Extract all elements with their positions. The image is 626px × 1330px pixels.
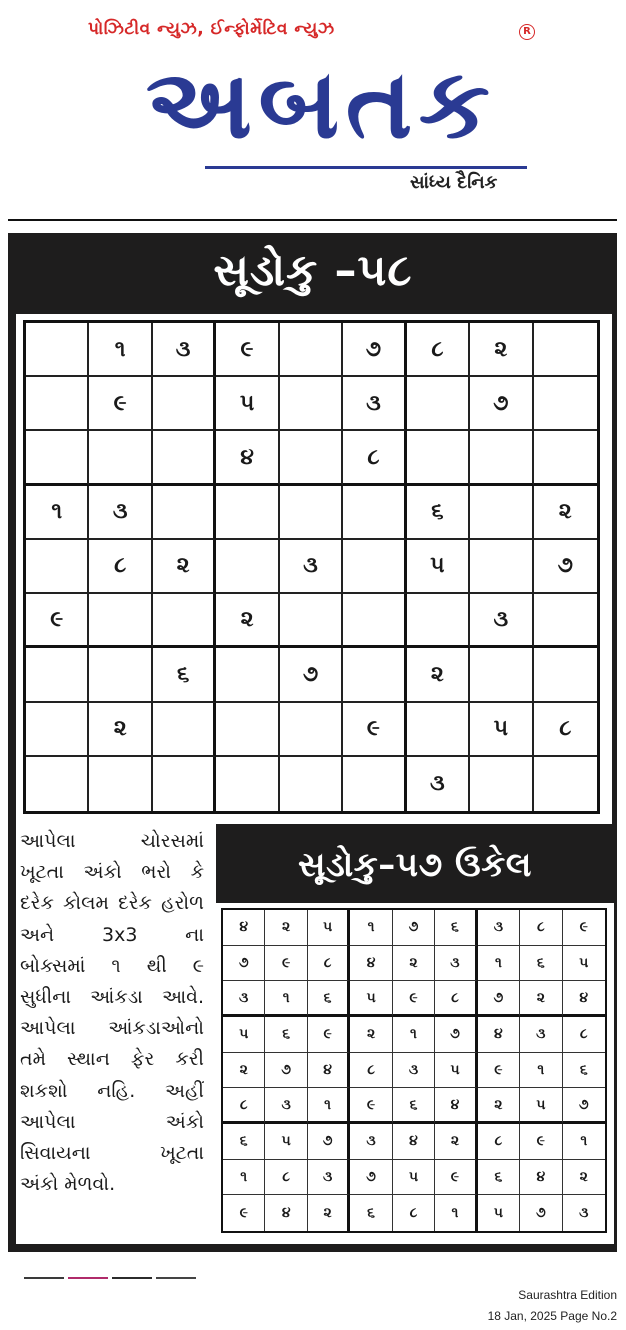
- puzzle-cell: ૫: [216, 377, 279, 431]
- solution-cell: ૯: [435, 1160, 477, 1196]
- solution-cell: ૬: [520, 946, 562, 982]
- registration-swatch: [24, 1277, 64, 1279]
- logo-underline: [205, 166, 527, 169]
- solution-cell: ૩: [478, 910, 520, 946]
- solution-cell: ૫: [350, 981, 392, 1017]
- solution-cell: ૨: [265, 910, 307, 946]
- puzzle-cell: [470, 540, 533, 594]
- solution-cell: ૫: [478, 1195, 520, 1231]
- puzzle-cell: [343, 594, 406, 648]
- puzzle-cell: ૩: [280, 540, 343, 594]
- puzzle-cell: [216, 486, 279, 540]
- puzzle-cell: ૩: [343, 377, 406, 431]
- puzzle-cell: ૩: [89, 486, 152, 540]
- puzzle-cell: [216, 648, 279, 702]
- solution-cell: ૩: [265, 1088, 307, 1124]
- puzzle-cell: [280, 377, 343, 431]
- solution-cell: ૭: [563, 1088, 605, 1124]
- solution-cell: ૩: [350, 1124, 392, 1160]
- puzzle-cell: [534, 431, 597, 485]
- puzzle-cell: [534, 377, 597, 431]
- solution-cell: ૯: [265, 946, 307, 982]
- puzzle-cell: ૬: [153, 648, 216, 702]
- solution-cell: ૬: [350, 1195, 392, 1231]
- solution-cell: ૩: [393, 1053, 435, 1089]
- puzzle-cell: ૪: [216, 431, 279, 485]
- puzzle-cell: ૯: [26, 594, 89, 648]
- solution-cell: ૫: [520, 1088, 562, 1124]
- puzzle-cell: [343, 486, 406, 540]
- solution-cell: ૭: [265, 1053, 307, 1089]
- solution-title: સૂડોકુ–૫૭ ઉકેલ: [298, 845, 532, 885]
- puzzle-cell: ૩: [470, 594, 533, 648]
- puzzle-cell: ૬: [407, 486, 470, 540]
- puzzle-title: સૂડોકુ –૫૮: [213, 245, 413, 296]
- puzzle-cell: ૭: [280, 648, 343, 702]
- puzzle-cell: [153, 757, 216, 811]
- puzzle-cell: ૮: [89, 540, 152, 594]
- solution-cell: ૯: [393, 981, 435, 1017]
- solution-cell: ૧: [350, 910, 392, 946]
- solution-cell: ૨: [520, 981, 562, 1017]
- puzzle-cell: [407, 703, 470, 757]
- puzzle-cell: [534, 323, 597, 377]
- puzzle-cell: [216, 757, 279, 811]
- instruction-line: અંકો મેળવો.: [20, 1173, 116, 1196]
- puzzle-cell: [343, 540, 406, 594]
- puzzle-cell: [280, 486, 343, 540]
- edition-date-page: 18 Jan, 2025 Page No.2: [487, 1309, 617, 1323]
- solution-cell: ૯: [350, 1088, 392, 1124]
- solution-cell: ૭: [435, 1017, 477, 1053]
- puzzle-cell: ૨: [216, 594, 279, 648]
- puzzle-cell: [26, 323, 89, 377]
- puzzle-cell: ૩: [407, 757, 470, 811]
- puzzle-cell: ૨: [89, 703, 152, 757]
- solution-cell: ૯: [308, 1017, 350, 1053]
- solution-cell: ૭: [308, 1124, 350, 1160]
- solution-cell: ૪: [435, 1088, 477, 1124]
- instruction-line: બોક્સમાં ૧ થી ૯: [20, 954, 204, 977]
- puzzle-grid: [23, 320, 600, 814]
- puzzle-cell: ૯: [343, 703, 406, 757]
- puzzle-cell: ૨: [407, 648, 470, 702]
- puzzle-cell: [153, 594, 216, 648]
- instruction-line: આપેલા ચોરસમાં: [20, 830, 204, 852]
- solution-cell: ૪: [478, 1017, 520, 1053]
- puzzle-cell: ૯: [89, 377, 152, 431]
- puzzle-cell: [89, 431, 152, 485]
- puzzle-cell: [89, 648, 152, 702]
- solution-cell: ૪: [308, 1053, 350, 1089]
- solution-cell: ૯: [520, 1124, 562, 1160]
- solution-cell: ૫: [563, 946, 605, 982]
- solution-cell: ૬: [563, 1053, 605, 1089]
- instruction-line: આપેલા અંકો: [20, 1110, 204, 1133]
- solution-cell: ૮: [520, 910, 562, 946]
- solution-cell: ૪: [393, 1124, 435, 1160]
- puzzle-cell: [26, 648, 89, 702]
- puzzle-cell: ૩: [153, 323, 216, 377]
- solution-cell: ૯: [563, 910, 605, 946]
- solution-cell: ૬: [308, 981, 350, 1017]
- solution-cell: ૧: [478, 946, 520, 982]
- puzzle-cell: [534, 648, 597, 702]
- instruction-line: દરેક કોલમ દરેક હરોળ: [20, 892, 204, 915]
- solution-cell: ૮: [435, 981, 477, 1017]
- registration-swatch: [68, 1277, 108, 1279]
- puzzle-cell: ૧: [26, 486, 89, 540]
- puzzle-cell: [153, 703, 216, 757]
- puzzle-cell: [280, 323, 343, 377]
- solution-cell: ૪: [223, 910, 265, 946]
- solution-cell: ૮: [478, 1124, 520, 1160]
- solution-cell: ૩: [520, 1017, 562, 1053]
- solution-cell: ૫: [308, 910, 350, 946]
- instruction-line: આપેલા આંકડાઓનો: [20, 1017, 204, 1040]
- edition-info: [488, 1285, 617, 1327]
- puzzle-cell: ૭: [343, 323, 406, 377]
- puzzle-cell: [153, 486, 216, 540]
- puzzle-cell: ૮: [343, 431, 406, 485]
- solution-cell: ૯: [478, 1053, 520, 1089]
- solution-cell: ૬: [435, 910, 477, 946]
- puzzle-cell: [26, 540, 89, 594]
- solution-cell: ૮: [308, 946, 350, 982]
- puzzle-cell: [26, 757, 89, 811]
- instruction-line: સિવાયના ખૂટતા: [20, 1142, 204, 1165]
- solution-cell: ૩: [579, 1205, 589, 1222]
- puzzle-cell: [407, 431, 470, 485]
- solution-cell: ૧: [223, 1160, 265, 1196]
- solution-cell: ૪: [265, 1195, 307, 1231]
- solution-cell: ૪: [520, 1160, 562, 1196]
- puzzle-cell: [280, 703, 343, 757]
- puzzle-cell: [470, 757, 533, 811]
- solution-cell: ૪: [350, 946, 392, 982]
- puzzle-cell: ૨: [534, 486, 597, 540]
- solution-cell: ૭: [520, 1195, 562, 1231]
- solution-cell: ૭: [393, 910, 435, 946]
- instruction-line: અને 3x3 ના: [20, 923, 204, 946]
- puzzle-cell: [280, 431, 343, 485]
- solution-cell: ૨: [223, 1053, 265, 1089]
- puzzle-cell: ૮: [407, 323, 470, 377]
- instruction-line: સુધીના આંકડા આવે.: [20, 986, 204, 1009]
- newspaper-subtitle: સાંધ્ય દૈનિક: [410, 172, 498, 193]
- solution-cell: ૯: [223, 1195, 265, 1231]
- solution-cell: ૧: [265, 981, 307, 1017]
- solution-cell: ૩: [435, 946, 477, 982]
- solution-cell: ૫: [223, 1017, 265, 1053]
- puzzle-cell: [216, 703, 279, 757]
- registration-swatch: [112, 1277, 152, 1279]
- puzzle-cell: ૭: [534, 540, 597, 594]
- puzzle-cell: ૨: [470, 323, 533, 377]
- edition-name: Saurashtra Edition: [518, 1288, 617, 1302]
- solution-cell: ૫: [265, 1124, 307, 1160]
- solution-cell: ૧: [308, 1088, 350, 1124]
- puzzle-cell: [89, 757, 152, 811]
- solution-cell: ૬: [265, 1017, 307, 1053]
- solution-cell: ૧: [563, 1124, 605, 1160]
- solution-cell: ૩: [223, 981, 265, 1017]
- registered-mark: R: [519, 24, 535, 40]
- puzzle-cell: [407, 594, 470, 648]
- puzzle-cell: [470, 486, 533, 540]
- puzzle-cell: [470, 648, 533, 702]
- puzzle-cell: [407, 377, 470, 431]
- puzzle-cell: [280, 757, 343, 811]
- solution-grid: [221, 908, 607, 1233]
- puzzle-cell: ૨: [153, 540, 216, 594]
- solution-cell: ૫: [435, 1053, 477, 1089]
- instruction-line: શકશો નહિ. અહીં: [20, 1079, 204, 1102]
- puzzle-cell: [153, 431, 216, 485]
- puzzle-cell: [89, 594, 152, 648]
- solution-cell: ૩: [308, 1160, 350, 1196]
- solution-cell: ૭: [478, 981, 520, 1017]
- solution-cell: ૮: [350, 1053, 392, 1089]
- registration-swatch: [156, 1277, 196, 1279]
- solution-cell: ૮: [393, 1195, 435, 1231]
- newspaper-logo: અબતક: [145, 48, 497, 160]
- solution-cell: ૨: [563, 1160, 605, 1196]
- puzzle-cell: ૭: [470, 377, 533, 431]
- solution-cell: ૬: [223, 1124, 265, 1160]
- puzzle-cell: [26, 703, 89, 757]
- puzzle-cell: ૮: [534, 703, 597, 757]
- solution-cell: ૭: [350, 1160, 392, 1196]
- solution-cell: ૨: [308, 1195, 350, 1231]
- puzzle-cell: ૫: [470, 703, 533, 757]
- solution-cell: ૭: [223, 946, 265, 982]
- color-registration-marks: [24, 1277, 196, 1279]
- solution-cell: ૧: [393, 1017, 435, 1053]
- solution-cell: ૨: [393, 946, 435, 982]
- solution-cell: ૬: [393, 1088, 435, 1124]
- puzzle-cell: [280, 594, 343, 648]
- solution-cell: ૧: [520, 1053, 562, 1089]
- puzzle-cell: [470, 431, 533, 485]
- solution-cell: ૬: [478, 1160, 520, 1196]
- solution-cell: ૮: [223, 1088, 265, 1124]
- instruction-line: ખૂટતા અંકો ભરો કે: [20, 861, 204, 884]
- puzzle-cell: ૧: [89, 323, 152, 377]
- solution-cell: ૮: [563, 1017, 605, 1053]
- solution-cell: ૮: [265, 1160, 307, 1196]
- solution-cell: ૨: [350, 1017, 392, 1053]
- puzzle-cell: [534, 757, 597, 811]
- puzzle-cell: [534, 594, 597, 648]
- solution-cell: ૪: [563, 981, 605, 1017]
- instruction-line: તમે સ્થાન ફેર કરી: [20, 1048, 204, 1071]
- puzzle-cell: [26, 431, 89, 485]
- puzzle-cell: [343, 648, 406, 702]
- solution-cell: ૧: [435, 1195, 477, 1231]
- puzzle-cell: [26, 377, 89, 431]
- puzzle-cell: [216, 540, 279, 594]
- solution-cell: ૫: [393, 1160, 435, 1196]
- puzzle-cell: [153, 377, 216, 431]
- puzzle-cell: ૯: [216, 323, 279, 377]
- solution-cell: ૨: [478, 1088, 520, 1124]
- tagline: પોઝિટીવ ન્યુઝ, ઈન્ફોર્મેટિવ ન્યુઝ: [88, 19, 335, 39]
- solution-cell: ૨: [435, 1124, 477, 1160]
- instructions-text: [20, 826, 204, 1200]
- header-divider: [8, 219, 617, 221]
- puzzle-cell: ૫: [407, 540, 470, 594]
- puzzle-cell: [343, 757, 406, 811]
